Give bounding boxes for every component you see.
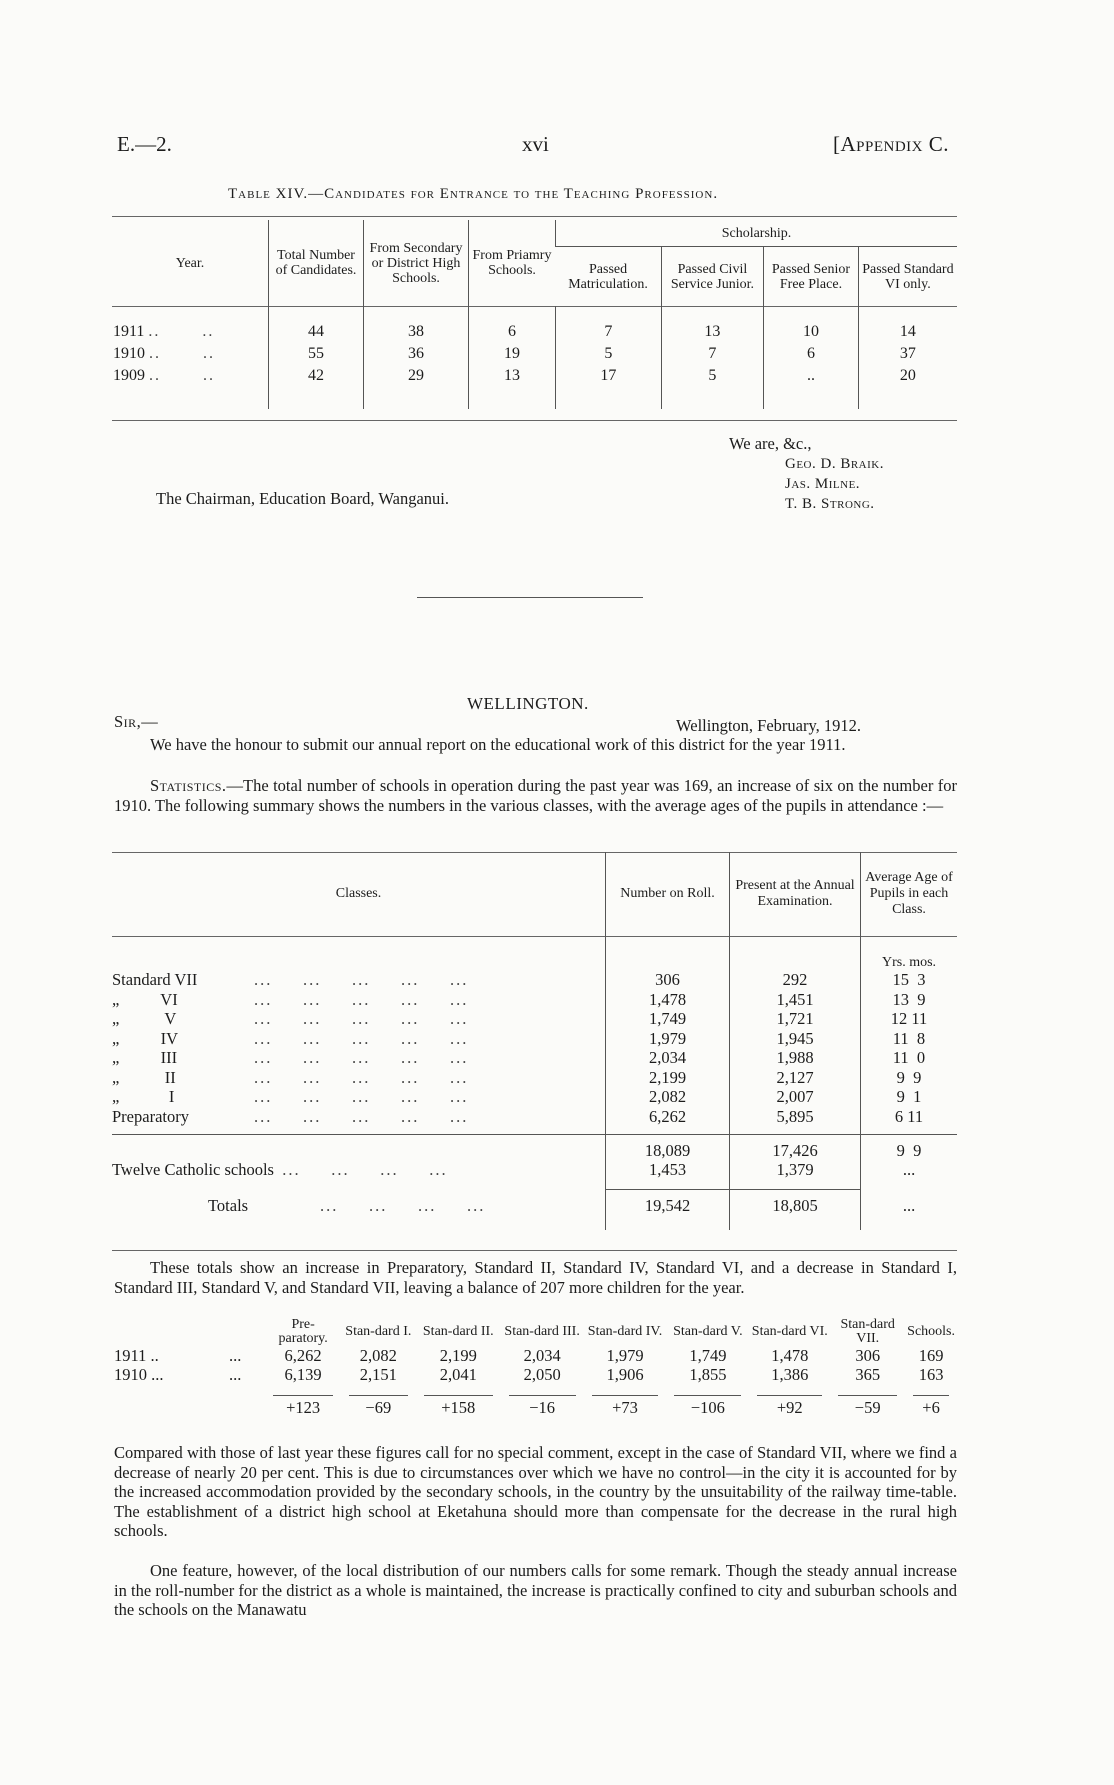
cell-diff: +73 xyxy=(612,1398,638,1417)
statistics-text: —The total number of schools in operation during the past year was 169, an increase of six on the number for 1910. The following summary shows the numbers in the various classes, with the average ages of the pupils in attendance :— xyxy=(114,776,957,815)
appendix-label: [Appendix C. xyxy=(833,132,950,156)
col-total: Total Number of Candidates. xyxy=(269,220,364,307)
leader-dots: ... ... ... ... xyxy=(320,1195,486,1215)
col-roll: Number on Roll. xyxy=(606,852,730,936)
cell-value: 1,749 xyxy=(689,1346,727,1365)
cell-value: 365 xyxy=(855,1365,881,1384)
cell-diff: −106 xyxy=(690,1398,725,1417)
table-bottom-rule xyxy=(112,420,957,421)
cell-age: 9 9 xyxy=(861,1068,958,1088)
cell-primary: 13 xyxy=(469,365,556,387)
cell-diff: +92 xyxy=(776,1398,803,1417)
table-top-rule xyxy=(112,216,957,217)
table-row xyxy=(112,343,957,365)
cell-civil: 7 xyxy=(661,343,764,365)
col-header: Stan-dard VI. xyxy=(751,1324,828,1339)
signatories xyxy=(785,454,884,514)
cell-roll: 2,082 xyxy=(606,1087,730,1107)
statistics-label: Statistics. xyxy=(150,776,227,795)
row-year: 1911 .. xyxy=(114,1346,159,1365)
col-header: Stan-dard I. xyxy=(345,1324,412,1339)
cell-present: 2,007 xyxy=(730,1087,861,1107)
cell-roll: 1,478 xyxy=(606,990,730,1010)
col-senior: Passed Senior Free Place. xyxy=(764,247,859,307)
cell-matric: 7 xyxy=(556,321,662,343)
difference-row xyxy=(112,1398,957,1417)
cell-secondary: 36 xyxy=(364,343,469,365)
cell-age: ... xyxy=(861,1190,958,1216)
cell-value: 2,199 xyxy=(439,1346,477,1365)
leader-dots: .. .. xyxy=(148,322,215,340)
table-bottom-rule xyxy=(112,1250,957,1251)
cell-diff: −16 xyxy=(529,1398,556,1417)
cell-roll: 1,979 xyxy=(606,1029,730,1049)
col-header: Schools. xyxy=(907,1324,955,1339)
cell-present: 1,721 xyxy=(730,1009,861,1029)
cell-diff: +123 xyxy=(286,1398,321,1417)
cell-age: 6 11 xyxy=(861,1107,958,1127)
cell-value: 169 xyxy=(918,1346,944,1365)
col-header: Stan-dard IV. xyxy=(587,1324,663,1339)
page-code: E.—2. xyxy=(117,132,172,156)
leader-dots: .. .. xyxy=(149,366,215,384)
cell-age: 9 1 xyxy=(861,1087,958,1107)
place-date: Wellington, February, 1912. xyxy=(676,716,862,735)
col-civil: Passed Civil Service Junior. xyxy=(661,247,764,307)
cell-value: 6,139 xyxy=(284,1365,322,1384)
cell-std6: 20 xyxy=(858,365,957,387)
signatory: T. B. Strong. xyxy=(785,496,875,512)
cell-total: 44 xyxy=(269,321,364,343)
table-row xyxy=(112,1107,957,1127)
section-divider xyxy=(417,597,643,598)
table-row xyxy=(112,1087,957,1107)
row-year: 1909 xyxy=(113,366,145,384)
table-row xyxy=(112,1346,957,1365)
class-label: Twelve Catholic schools xyxy=(112,1160,274,1179)
cell-primary: 6 xyxy=(469,321,556,343)
class-label: „ I xyxy=(112,1087,175,1106)
col-matric: Passed Matriculation. xyxy=(568,261,648,292)
leader-dots: ... ... ... ... ... xyxy=(254,1087,469,1106)
col-secondary: From Secondary or District High Schools. xyxy=(364,220,469,307)
paragraph: Compared with those of last year these figures call for no special comment, except in the case of Standard VII, where we find a decrease of nearly 20 per cent. This is due to circumstances over which we have no control—in the city it is accounted for by the increased accommodation provided by the secondary schools, in the country by the unsuitability of the railway time-table. The establishment of a district high school at Eketahuna should more than compensate for the decrease in the rural high schools. xyxy=(114,1443,957,1540)
cell-value: 2,082 xyxy=(359,1346,397,1365)
table-row xyxy=(112,990,957,1010)
cell-matric: 17 xyxy=(556,365,662,387)
class-label: „ II xyxy=(112,1067,176,1087)
cell-age: 12 11 xyxy=(861,1009,958,1029)
cell-diff: −69 xyxy=(365,1398,392,1417)
cell-value: 1,478 xyxy=(771,1346,809,1365)
leader-dots: ... ... ... ... ... xyxy=(254,1028,469,1048)
class-label: „ IV xyxy=(112,1028,178,1048)
row-year: 1911 xyxy=(113,322,145,340)
row-year: 1910 xyxy=(113,344,145,362)
cell-present: 1,988 xyxy=(730,1048,861,1068)
cell-present: 18,805 xyxy=(730,1190,861,1216)
cell-roll: 1,749 xyxy=(606,1009,730,1029)
cell-value: 163 xyxy=(918,1365,944,1384)
section-heading: WELLINGTON. xyxy=(467,694,589,713)
leader-dots: ... ... ... ... xyxy=(282,1160,448,1179)
cell-age: 11 8 xyxy=(861,1029,958,1049)
col-primary: From Priamry Schools. xyxy=(469,220,556,307)
leader-dots: ... xyxy=(229,1365,242,1384)
cell-present: 17,426 xyxy=(730,1134,861,1160)
cell-age: 15 3 xyxy=(861,970,958,990)
table-row xyxy=(112,1009,957,1029)
cell-diff: −59 xyxy=(854,1398,881,1417)
cell-value: 1,855 xyxy=(689,1365,727,1384)
col-present: Present at the Annual Examination. xyxy=(730,852,861,936)
age-units: Yrs. mos. xyxy=(861,936,958,970)
salutation: Sir,— xyxy=(114,712,159,731)
cell-value: 6,262 xyxy=(284,1346,322,1365)
cell-senior: 10 xyxy=(764,321,859,343)
cell-primary: 19 xyxy=(469,343,556,365)
cell-present: 1,451 xyxy=(730,990,861,1010)
cell-value: 306 xyxy=(855,1346,881,1365)
table-row xyxy=(112,1068,957,1088)
comparison-table xyxy=(112,1318,957,1417)
cell-value: 1,386 xyxy=(771,1365,809,1384)
paragraph: One feature, however, of the local distribution of our numbers calls for some remark. Though the steady annual increase in the roll-number for the district as a whole is maintained, the increase is practically confined to city and suburban schools and the schools on the Manawatu xyxy=(114,1561,957,1619)
table-row xyxy=(112,1029,957,1049)
closing: We are, &c., xyxy=(729,434,812,453)
col-classes: Classes. xyxy=(335,885,382,901)
cell-roll: 19,542 xyxy=(606,1190,730,1216)
cell-value: 2,151 xyxy=(359,1365,397,1384)
cell-age: 11 0 xyxy=(861,1048,958,1068)
paragraph: We have the honour to submit our annual report on the educational work of this district for the year 1911. xyxy=(150,735,846,754)
paragraph xyxy=(114,776,957,815)
cell-total: 55 xyxy=(269,343,364,365)
cell-secondary: 29 xyxy=(364,365,469,387)
cell-present: 1,945 xyxy=(730,1029,861,1049)
leader-dots: ... ... ... ... ... xyxy=(254,1067,469,1087)
cell-secondary: 38 xyxy=(364,321,469,343)
class-label: „ V xyxy=(112,1009,177,1028)
table-row xyxy=(112,321,957,343)
paragraph: These totals show an increase in Preparatory, Standard II, Standard IV, Standard VI, and a decrease in Standard I, Standard III, Standard V, and Standard VII, leaving a balance of 207 more children for the year. xyxy=(114,1258,957,1297)
cell-age: 13 9 xyxy=(861,990,958,1010)
table-row xyxy=(112,970,957,990)
signatory: Jas. Milne. xyxy=(785,476,861,492)
class-label: Standard VII xyxy=(112,970,198,989)
leader-dots: ... ... ... ... ... xyxy=(254,989,469,1009)
col-header: Stan-dard III. xyxy=(504,1324,580,1339)
table-row xyxy=(112,1365,957,1384)
class-label: „ VI xyxy=(112,989,178,1009)
cell-std6: 37 xyxy=(858,343,957,365)
cell-value: 2,050 xyxy=(523,1365,561,1384)
subtotal-row xyxy=(112,1134,957,1160)
class-label: Preparatory xyxy=(112,1106,189,1126)
leader-dots: .. .. xyxy=(149,344,215,362)
col-scholarship: Scholarship. xyxy=(556,220,958,247)
col-header: Stan-dard V. xyxy=(673,1324,743,1339)
class-label: „ III xyxy=(112,1048,178,1067)
cell-diff: +6 xyxy=(922,1398,940,1417)
cell-roll: 2,034 xyxy=(606,1048,730,1068)
cell-senior: 6 xyxy=(764,343,859,365)
cell-civil: 5 xyxy=(661,365,764,387)
cell-value: 1,979 xyxy=(606,1346,644,1365)
cell-present: 292 xyxy=(730,970,861,990)
leader-dots: ... xyxy=(229,1346,242,1365)
col-std6: Passed Standard VI only. xyxy=(858,247,957,307)
cell-roll: 18,089 xyxy=(606,1134,730,1160)
col-header: Pre-paratory. xyxy=(278,1317,328,1346)
leader-dots: ... ... ... ... ... xyxy=(254,1048,469,1067)
cell-present: 2,127 xyxy=(730,1068,861,1088)
page-number: xvi xyxy=(522,132,549,156)
cell-value: 1,906 xyxy=(606,1365,644,1384)
col-header: Stan-dard II. xyxy=(422,1324,494,1339)
totals-label: Totals xyxy=(208,1195,249,1215)
addressee: The Chairman, Education Board, Wanganui. xyxy=(156,489,449,508)
leader-dots: ... ... ... ... ... xyxy=(254,1106,469,1126)
totals-row xyxy=(112,1190,957,1216)
col-age: Average Age of Pupils in each Class. xyxy=(861,852,958,936)
cell-roll: 306 xyxy=(606,970,730,990)
table-title: Table XIV.—Candidates for Entrance to the Teaching Profession. xyxy=(228,186,719,202)
catholic-row xyxy=(112,1160,957,1180)
cell-roll: 2,199 xyxy=(606,1068,730,1088)
cell-roll: 6,262 xyxy=(606,1107,730,1127)
candidates-table xyxy=(112,220,957,409)
cell-diff: +158 xyxy=(441,1398,476,1417)
cell-age: ... xyxy=(861,1160,958,1180)
cell-senior: .. xyxy=(764,365,859,387)
leader-dots: ... ... ... ... ... xyxy=(254,970,469,989)
cell-std6: 14 xyxy=(858,321,957,343)
cell-present: 5,895 xyxy=(730,1107,861,1127)
cell-roll: 1,453 xyxy=(606,1160,730,1180)
table-row xyxy=(112,1048,957,1068)
cell-civil: 13 xyxy=(661,321,764,343)
cell-value: 2,034 xyxy=(523,1346,561,1365)
col-header: Stan-dard VII. xyxy=(840,1317,895,1346)
cell-total: 42 xyxy=(269,365,364,387)
col-year: Year. xyxy=(175,255,205,271)
leader-dots: ... ... ... ... ... xyxy=(254,1009,469,1028)
table-row xyxy=(112,365,957,387)
cell-matric: 5 xyxy=(556,343,662,365)
signatory: Geo. D. Braik. xyxy=(785,456,884,472)
cell-present: 1,379 xyxy=(730,1160,861,1180)
classes-table xyxy=(112,852,957,1230)
cell-value: 2,041 xyxy=(439,1365,477,1384)
cell-age: 9 9 xyxy=(861,1134,958,1160)
row-year: 1910 ... xyxy=(114,1365,164,1384)
